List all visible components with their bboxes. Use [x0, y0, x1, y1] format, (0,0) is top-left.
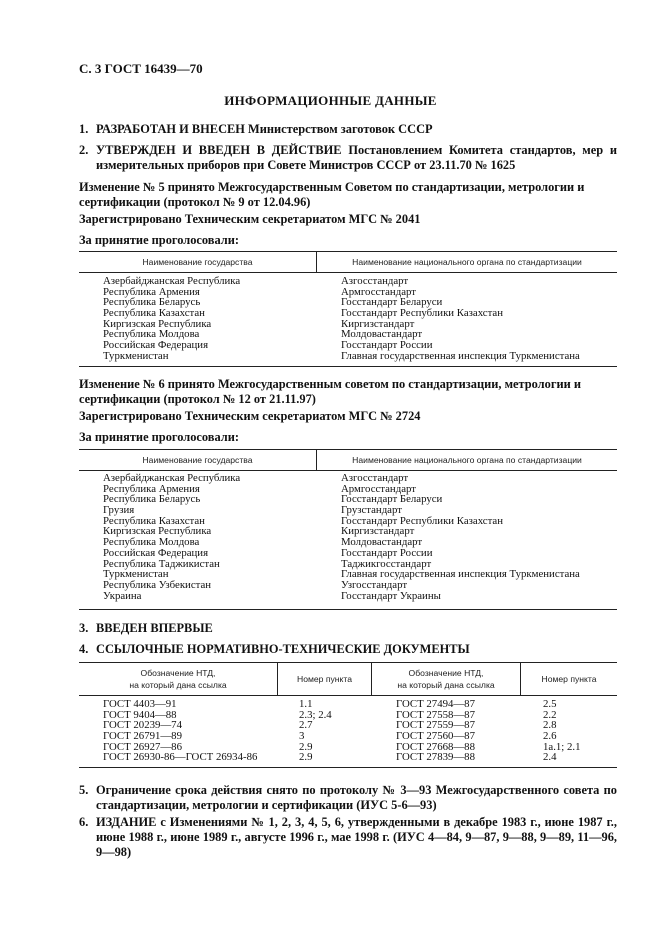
table-5-state: Республика Казахстан: [103, 307, 205, 320]
table-6-col-body: Наименование национального органа по стандартизации: [352, 455, 582, 465]
ref-point: 2.9: [299, 740, 313, 753]
item-3-number: 3.: [79, 621, 89, 635]
item-6: [79, 815, 617, 860]
item-1-text: Министерством заготовок СССР: [244, 122, 433, 136]
item-2-heading: УТВЕРЖДЕН И ВВЕДЕН В ДЕЙСТВИЕ: [96, 143, 342, 157]
table-5-body: Госстандарт Республики Казахстан: [341, 307, 503, 320]
table-6-state: Республика Армения: [103, 482, 200, 495]
table-6-body: Армгосстандарт: [341, 482, 416, 495]
ref-doc: ГОСТ 4403—91: [103, 698, 177, 710]
ref-table-bottom-rule: [79, 767, 617, 768]
table-5-body: Главная государственная инспекция Туркменистана: [341, 349, 580, 362]
table-5-state: Республика Беларусь: [103, 296, 201, 309]
ref-doc: ГОСТ 27494—87: [396, 698, 475, 710]
table-5-state: Российская Федерация: [103, 339, 209, 352]
table-6-state: Российская Федерация: [103, 546, 209, 559]
table-5-state: Республика Армения: [103, 285, 200, 298]
table-5-body: Госстандарт России: [341, 339, 433, 352]
table-5-state: Азербайджанская Республика: [103, 275, 241, 287]
table-6-header-rule: [79, 470, 617, 471]
table-6-body: Киргизстандарт: [341, 525, 415, 538]
item-5-text: Ограничение срока действия снято по протоколу № 3—93 Межгосударственного совета по стандартизации, метрологии и сертификации (ИУС 5-6—93): [96, 783, 617, 812]
table-6-body: Госстандарт Беларуси: [341, 493, 443, 506]
ref-table-top-rule: [79, 662, 617, 663]
item-1: [79, 122, 617, 137]
ref-col-point-left: Номер пункта: [296, 674, 352, 684]
table-6-body: Азгосстандарт: [341, 472, 409, 484]
table-5-col-state: Наименование государства: [142, 257, 253, 267]
item-5-number: 5.: [79, 783, 89, 797]
table-5-body: Молдовастандарт: [341, 328, 423, 341]
change-6-paragraph: Изменение № 6 принято Межгосударственным советом по стандартизации, метрологии и сертификации (протокол № 12 от 21.11.97): [79, 377, 581, 406]
table-6-state: Азербайджанская Республика: [103, 472, 241, 484]
ref-col-doc-right: [372, 667, 520, 691]
item-1-number: 1.: [79, 122, 89, 136]
page-title: ИНФОРМАЦИОННЫЕ ДАННЫЕ: [224, 93, 437, 108]
change-5-voted: За принятие проголосовали:: [79, 233, 239, 247]
ref-point: 2.7: [299, 719, 313, 732]
item-2-number: 2.: [79, 143, 89, 157]
item-4: [79, 642, 470, 657]
table-6-state: Киргизская Республика: [103, 525, 212, 538]
table-5-col-body: Наименование национального органа по стандартизации: [352, 257, 582, 267]
ref-doc: ГОСТ 27558—87: [396, 708, 475, 721]
ref-doc: ГОСТ 26791—89: [103, 730, 182, 743]
ref-point: 2.9: [299, 751, 313, 764]
item-3-text: ВВЕДЕН ВПЕРВЫЕ: [96, 621, 213, 635]
table-6-state: Республика Казахстан: [103, 514, 205, 527]
table-6-state: Грузия: [103, 504, 135, 517]
item-4-number: 4.: [79, 642, 89, 656]
change-5-registered: Зарегистрировано Техническим секретариатом МГС № 2041: [79, 212, 421, 226]
ref-right-docs: [396, 699, 475, 763]
ref-point: 2.6: [543, 730, 557, 743]
table-5-body: Армгосстандарт: [341, 285, 416, 298]
ref-point: 1а.1; 2.1: [543, 740, 581, 753]
table-5-body: Киргизстандарт: [341, 317, 415, 330]
ref-doc: ГОСТ 27559—87: [396, 719, 475, 732]
ref-table-header-rule: [79, 695, 617, 696]
ref-col-doc-left-line2: на который дана ссылка: [129, 680, 227, 690]
change-6-registered: Зарегистрировано Техническим секретариатом МГС № 2724: [79, 409, 421, 423]
table-5-state: Республика Молдова: [103, 328, 200, 341]
ref-doc: ГОСТ 26930-86—ГОСТ 26934-86: [103, 751, 258, 764]
item-3: [79, 621, 213, 636]
table-6-col-state: Наименование государства: [142, 455, 253, 465]
table-6-state: Украина: [103, 589, 142, 602]
item-2-text: Постановлением Комитета стандартов, мер и измерительных приборов при Совете Министров СССР от 23.11.70 № 1625: [96, 143, 617, 172]
ref-col-doc-left: [79, 667, 277, 691]
ref-doc: ГОСТ 27839—88: [396, 751, 475, 764]
table-5-bottom-rule: [79, 366, 617, 367]
ref-point: 3: [299, 730, 305, 743]
ref-point: 2.2: [543, 708, 557, 721]
table-5-state: Туркменистан: [103, 349, 169, 362]
ref-col-point-right: Номер пункта: [541, 674, 597, 684]
table-6-body: Госстандарт России: [341, 546, 433, 559]
table-6-state: Республика Молдова: [103, 536, 200, 549]
table-6-body: Главная государственная инспекция Туркменистана: [341, 568, 580, 581]
table-6-body: Госстандарт Республики Казахстан: [341, 514, 503, 527]
change-6-voted: За принятие проголосовали:: [79, 430, 239, 444]
table-6-body: Узгосстандарт: [341, 578, 408, 591]
table-6-top-rule: [79, 449, 617, 450]
table-5-body: Азгосстандарт: [341, 275, 409, 287]
item-6-text: ИЗДАНИЕ с Изменениями № 1, 2, 3, 4, 5, 6, утвержденными в декабре 1983 г., июне 1987 г., июне 1988 г., июне 1989 г., августе 1996 г., мае 1998 г. (ИУС 4—84, 9—87, 9—88, 9—89, 11—96, 9—98): [96, 815, 617, 859]
table-6-body: Грузстандарт: [341, 504, 402, 517]
ref-left-points: [299, 699, 332, 763]
ref-point: 2.4: [543, 751, 557, 764]
item-1-heading: РАЗРАБОТАН И ВНЕСЕН: [96, 122, 245, 136]
ref-point: 2.5: [543, 698, 557, 710]
ref-point: 2.8: [543, 719, 557, 732]
item-2: [79, 143, 617, 173]
table-5-bodies: [341, 276, 580, 362]
item-5: [79, 783, 617, 813]
table-6-state: Республика Беларусь: [103, 493, 201, 506]
ref-doc: ГОСТ 27560—87: [396, 730, 475, 743]
ref-point: 1.1: [299, 698, 313, 710]
ref-left-docs: [103, 699, 257, 763]
table-6-state: Республика Узбекистан: [103, 578, 212, 591]
table-6-states: [103, 473, 240, 601]
table-5-state: Киргизская Республика: [103, 317, 212, 330]
table-5-body: Госстандарт Беларуси: [341, 296, 443, 309]
table-5-header-rule: [79, 272, 617, 273]
ref-doc: ГОСТ 9404—88: [103, 708, 177, 721]
ref-doc: ГОСТ 27668—88: [396, 740, 475, 753]
ref-right-points: [543, 699, 580, 763]
ref-col-doc-right-line1: Обозначение НТД,: [408, 668, 484, 678]
ref-point: 2.3; 2.4: [299, 708, 332, 721]
change-5-paragraph: Изменение № 5 принято Межгосударственным Советом по стандартизации, метрологии и сертификации (протокол № 9 от 12.04.96): [79, 180, 585, 209]
item-4-text: ССЫЛОЧНЫЕ НОРМАТИВНО-ТЕХНИЧЕСКИЕ ДОКУМЕНТЫ: [96, 642, 470, 656]
ref-col-doc-left-line1: Обозначение НТД,: [140, 668, 216, 678]
table-6-bottom-rule: [79, 609, 617, 610]
page-header: С. 3 ГОСТ 16439—70: [79, 61, 203, 76]
ref-doc: ГОСТ 26927—86: [103, 740, 182, 753]
table-6-body: Молдовастандарт: [341, 536, 423, 549]
ref-col-doc-right-line2: на который дана ссылка: [397, 680, 495, 690]
table-5-states: [103, 276, 240, 362]
table-6-state: Республика Таджикистан: [103, 557, 220, 570]
item-6-number: 6.: [79, 815, 89, 829]
table-6-body: Госстандарт Украины: [341, 589, 441, 602]
table-6-body: Таджикгосстандарт: [341, 557, 432, 570]
table-6-bodies: [341, 473, 580, 601]
table-6-state: Туркменистан: [103, 568, 169, 581]
table-5-top-rule: [79, 251, 617, 252]
ref-doc: ГОСТ 20239—74: [103, 719, 182, 732]
